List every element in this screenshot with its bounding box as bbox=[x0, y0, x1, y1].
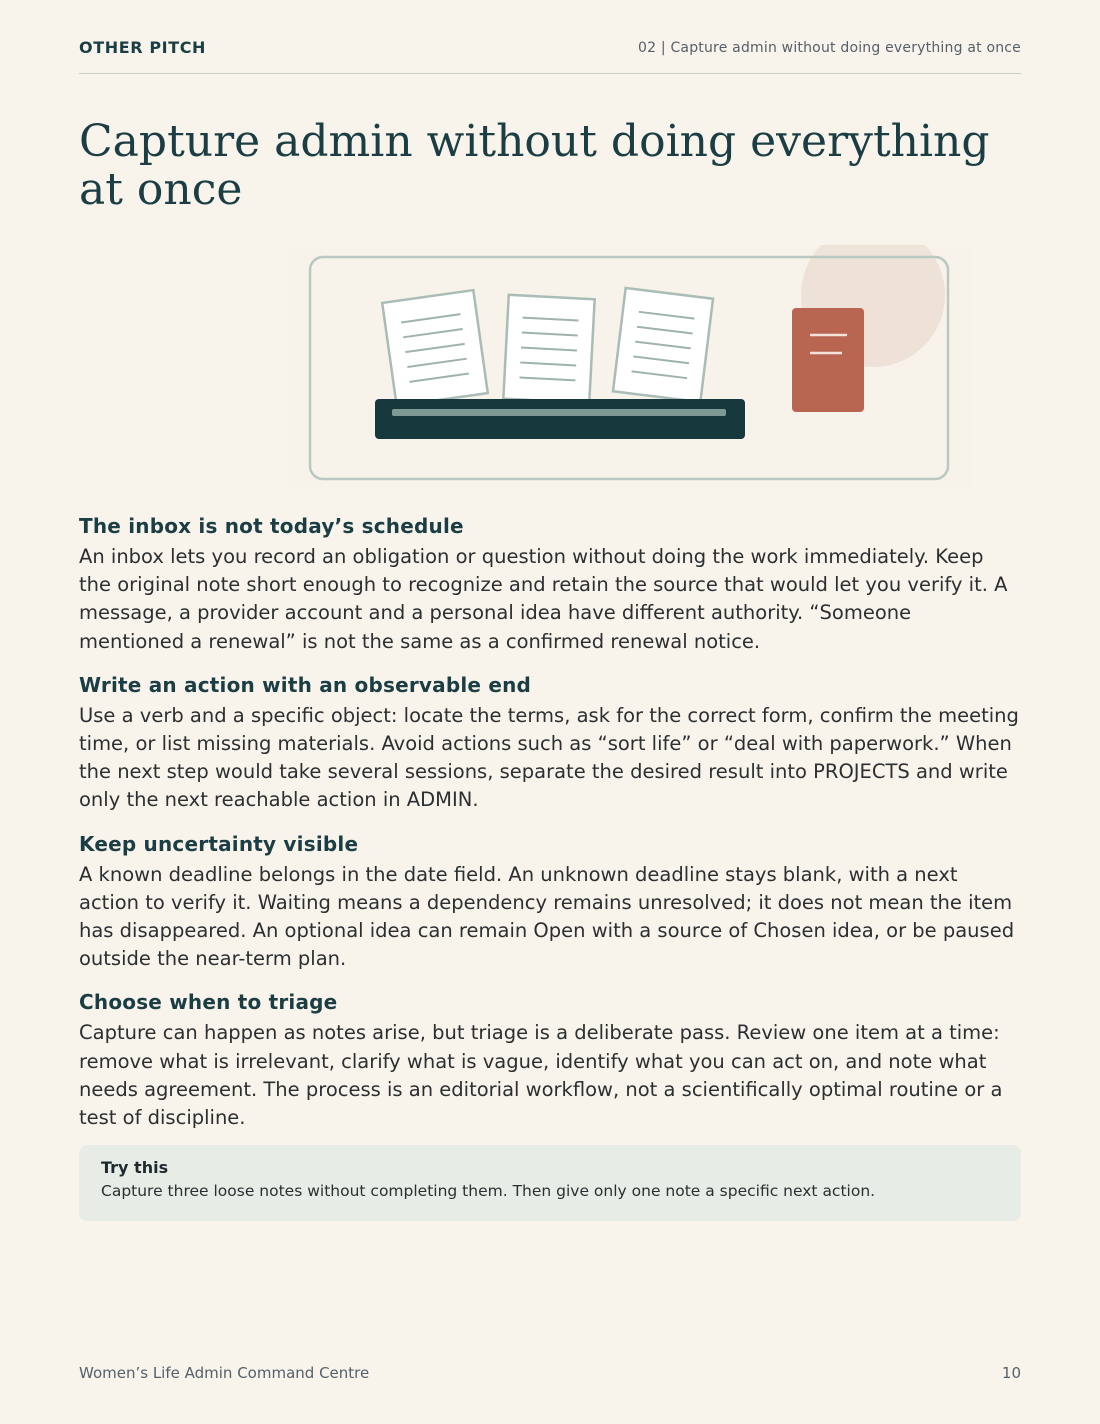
paper-sheet-icon bbox=[613, 288, 713, 402]
callout-title: Try this bbox=[101, 1158, 169, 1177]
brand-label: OTHER PITCH bbox=[79, 38, 207, 57]
try-this-callout bbox=[79, 1145, 1021, 1221]
inbox-illustration-graphic bbox=[287, 245, 973, 490]
section-heading: Choose when to triage bbox=[79, 990, 338, 1015]
section-paragraph: Use a verb and a specific object: locate the terms, ask for the correct form, confirm the meeting time, or list missing materials. Avoid actions such as “sort life” or “deal with paperwork.” When the next step would take several sessions, separate the desired result into PROJECTS and write only the next reachable action in ADMIN. bbox=[79, 703, 1019, 812]
inbox-tray-icon bbox=[375, 399, 745, 439]
paper-sheet-icon bbox=[503, 295, 594, 403]
section-paragraph: An inbox lets you record an obligation or question without doing the work immediately. Keep the original note short enough to recognize and retain the source that would let you verify it. A message, a provider account and a personal idea have different authority. “Someone mentioned a renewal” is not the same as a confirmed renewal notice. bbox=[79, 545, 1008, 653]
section-heading: The inbox is not today’s schedule bbox=[79, 514, 464, 538]
callout-text: Capture three loose notes without completing them. Then give only one note a specific next action. bbox=[101, 1182, 876, 1200]
document-page bbox=[79, 0, 1021, 1424]
paper-sheet-icon bbox=[382, 290, 488, 406]
section-paragraph: A known deadline belongs in the date field. An unknown deadline stays blank, with a next action to verify it. Waiting means a dependency remains unresolved; it does not mean the item has disappeared. An optional idea can remain Open with a source of Chosen idea, or be paused outside the near-term plan. bbox=[79, 862, 1015, 971]
running-header bbox=[79, 38, 1021, 57]
section-reference: 02 | Capture admin without doing everything at once bbox=[638, 39, 1021, 56]
page-footer bbox=[79, 1364, 1021, 1382]
section-paragraph: Capture can happen as notes arise, but triage is a deliberate pass. Review one item at a time: remove what is irrelevant, clarify what is vague, identify what you can act on, and note what needs agreement. The process is an editorial workflow, not a scientifically optimal routine or a test of discipline. bbox=[79, 1021, 1003, 1130]
section-heading: Write an action with an observable end bbox=[79, 672, 532, 697]
inbox-illustration bbox=[287, 245, 973, 490]
page-number: 10 bbox=[1001, 1364, 1021, 1382]
header-divider bbox=[79, 73, 1021, 74]
section-heading: Keep uncertainty visible bbox=[79, 831, 359, 856]
page-title: Capture admin without doing everything at once bbox=[79, 116, 990, 215]
article-body bbox=[79, 513, 1021, 1148]
footer-product-name: Women’s Life Admin Command Centre bbox=[79, 1364, 370, 1382]
document-folder-icon bbox=[792, 308, 864, 412]
